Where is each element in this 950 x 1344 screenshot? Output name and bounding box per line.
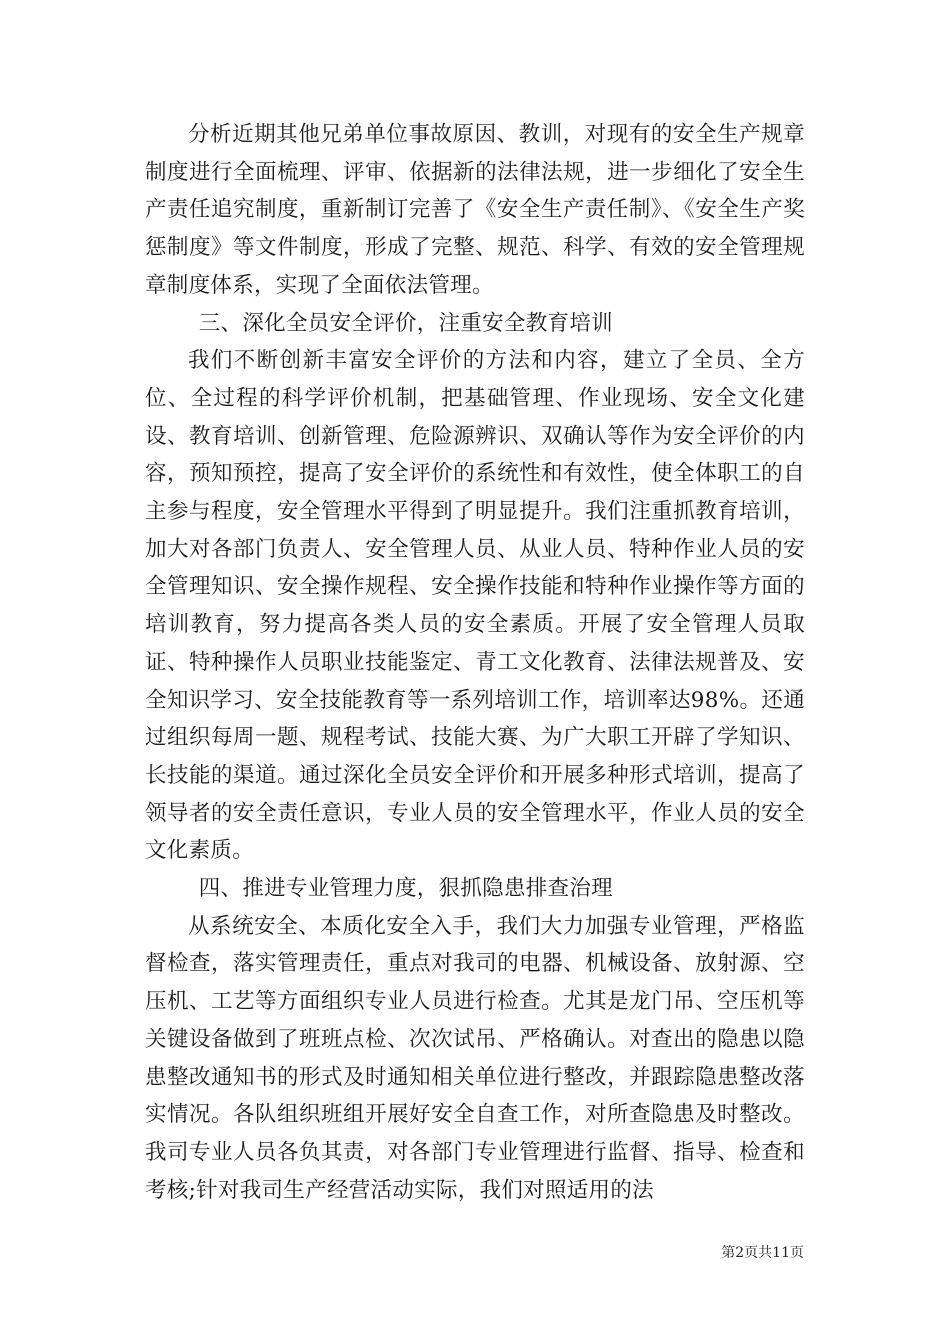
- page-number: 第2页共11页: [721, 1245, 804, 1261]
- document-body: [145, 116, 805, 1209]
- section-heading-4: 四、推进专业管理力度，狠抓隐患排查治理: [198, 876, 613, 902]
- paragraph-rules-review: 分析近期其他兄弟单位事故原因、教训，对现有的安全生产规章制度进行全面梳理、评审、依据新的法律法规，进一步细化了安全生产责任追究制度，重新制订完善了《安全生产责任制》、《安全生产奖惩制度》等文件制度，形成了完整、规范、科学、有效的安全管理规章制度体系，实现了全面依法管理。: [145, 122, 805, 298]
- section-heading-3: 三、深化全员安全评价，注重安全教育培训: [198, 310, 613, 336]
- paragraph-professional-management: 从系统安全、本质化安全入手，我们大力加强专业管理，严格监督检查，落实管理责任，重点对我司的电器、机械设备、放射源、空压机、工艺等方面组织专业人员进行检查。尤其是龙门吊、空压机等关键设备做到了班班点检、次次试吊、严格确认。对查出的隐患以隐患整改通知书的形式及时通知相关单位进行整改，并跟踪隐患整改落实情况。各队组织班组开展好安全自查工作，对所查隐患及时整改。我司专业人员各负其责，对各部门专业管理进行监督、指导、检查和考核;针对我司生产经营活动实际，我们对照适用的法: [145, 913, 805, 1203]
- paragraph-safety-evaluation: 我们不断创新丰富安全评价的方法和内容，建立了全员、全方位、全过程的科学评价机制，把基础管理、作业现场、安全文化建设、教育培训、创新管理、危险源辨识、双确认等作为安全评价的内容，预知预控，提高了安全评价的系统性和有效性，使全体职工的自主参与程度，安全管理水平得到了明显提升。我们注重抓教育培训，加大对各部门负责人、安全管理人员、从业人员、特种作业人员的安全管理知识、安全操作规程、安全操作技能和特种作业操作等方面的培训教育，努力提高各类人员的安全素质。开展了安全管理人员取证、特种操作人员职业技能鉴定、青工文化教育、法律法规普及、安全知识学习、安全技能教育等一系列培训工作，培训率达98%。还通过组织每周一题、规程考试、技能大赛、为广大职工开辟了学知识、长技能的渠道。通过深化全员安全评价和开展多种形式培训，提高了领导者的安全责任意识，专业人员的安全管理水平，作业人员的安全文化素质。: [145, 348, 805, 864]
